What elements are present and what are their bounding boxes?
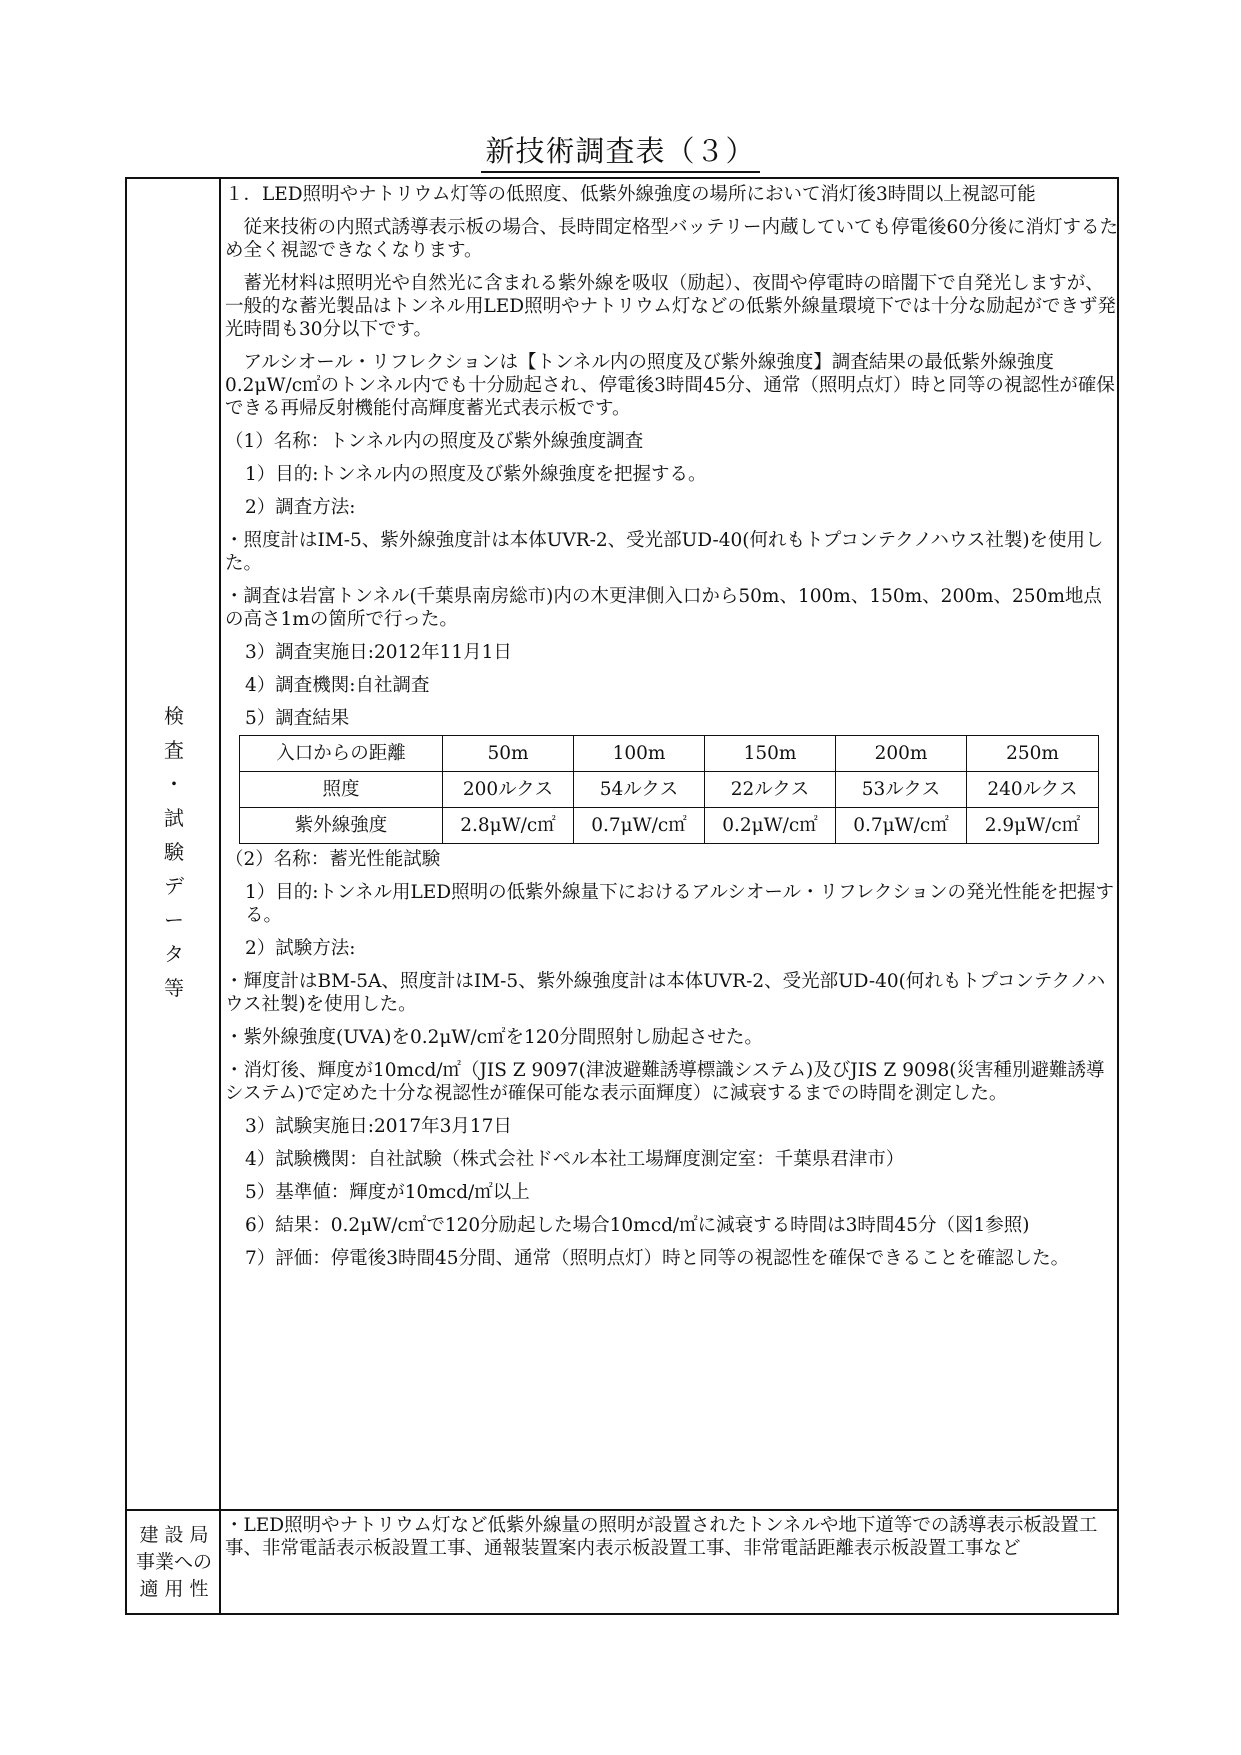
table-cell: 250m — [967, 736, 1099, 772]
table-cell: 200ルクス — [443, 772, 574, 808]
table-row — [240, 808, 1099, 844]
section-2-date: 3）試験実施日:2017年3月17日 — [245, 1116, 512, 1137]
heading-1: １．LED照明やナトリウム灯等の低照度、低紫外線強度の場所において消灯後3時間以上視認可能 — [225, 184, 1036, 205]
survey-table-frame — [125, 177, 1119, 1615]
section-2-method-item: ・輝度計はBM-5A、照度計はIM-5、紫外線強度計は本体UVR-2、受光部UD-40(何れもトプコンテクノハウス社製)を使用した。 — [225, 971, 1106, 1015]
table-cell: 0.7μW/c㎡ — [836, 808, 967, 844]
section-1-purpose: 1）目的:トンネル内の照度及び紫外線強度を把握する。 — [245, 464, 707, 485]
table-cell: 2.8μW/c㎡ — [443, 808, 574, 844]
section-1-title: （1）名称：トンネル内の照度及び紫外線強度調査 — [225, 431, 644, 452]
section-1-method-title: 2）調査方法: — [245, 497, 356, 518]
table-cell: 53ルクス — [836, 772, 967, 808]
table-cell: 22ルクス — [705, 772, 836, 808]
section-1-method-item: ・照度計はIM-5、紫外線強度計は本体UVR-2、受光部UD-40(何れもトプコンテクノハウス社製)を使用した。 — [225, 530, 1104, 574]
table-cell: 50m — [443, 736, 574, 772]
table-cell: 0.2μW/c㎡ — [705, 808, 836, 844]
section-1-method-item: ・調査は岩富トンネル(千葉県南房総市)内の木更津側入口から50m、100m、150m、200m、250m地点の高さ1mの箇所で行った。 — [225, 586, 1102, 630]
section-1-date: 3）調査実施日:2012年11月1日 — [245, 642, 512, 663]
label-applicability: 建 設 局 事業への 適 用 性 — [135, 1524, 212, 1600]
table-cell: 240ルクス — [967, 772, 1099, 808]
table-cell: 0.7μW/c㎡ — [574, 808, 705, 844]
section-2-result: 6）結果：0.2μW/c㎡で120分励起した場合10mcd/㎡に減衰する時間は3時間45分（図1参照) — [245, 1215, 1030, 1236]
table-cell: 150m — [705, 736, 836, 772]
table-cell: 100m — [574, 736, 705, 772]
survey-results-table — [239, 735, 1099, 844]
table-cell: 照度 — [240, 772, 443, 808]
table-cell: 2.9μW/c㎡ — [967, 808, 1099, 844]
table-cell: 入口からの距離 — [240, 736, 443, 772]
test-data-content — [223, 179, 1119, 1507]
section-2-title: （2）名称：蓄光性能試験 — [225, 849, 441, 870]
page-title: 新技術調査表（３） — [0, 133, 1241, 173]
section-1-org: 4）調査機関:自社調査 — [245, 675, 430, 696]
paragraph: 蓄光材料は照明光や自然光に含まれる紫外線を吸収（励起）、夜間や停電時の暗闇下で自発光しますが、一般的な蓄光製品はトンネル用LED照明やナトリウム灯などの低紫外線量環境下では十分な励起ができず発光時間も30分以下です。 — [225, 273, 1116, 340]
section-1-result-title: 5）調査結果 — [245, 708, 350, 729]
table-cell: 54ルクス — [574, 772, 705, 808]
table-cell: 200m — [836, 736, 967, 772]
section-2-method-title: 2）試験方法: — [245, 938, 356, 959]
table-row — [240, 736, 1099, 772]
table-cell: 紫外線強度 — [240, 808, 443, 844]
applicability-text: ・LED照明やナトリウム灯など低紫外線量の照明が設置されたトンネルや地下道等での誘導表示板設置工事、非常電話表示板設置工事、通報装置案内表示板設置工事、非常電話距離表示板設置工事など — [225, 1515, 1098, 1559]
section-2-method-item: ・消灯後、輝度が10mcd/㎡（JIS Z 9097(津波避難誘導標識システム)及びJIS Z 9098(災害種別避難誘導システム)で定めた十分な視認性が確保可能な表示面輝度）に減衰するまでの時間を測定した。 — [225, 1060, 1105, 1104]
section-2-org: 4）試験機関：自社試験（株式会社ドペル本社工場輝度測定室：千葉県君津市） — [245, 1149, 905, 1170]
label-inspection-test-data: 検 査 ・ 試 験 デ ー タ 等 — [164, 704, 184, 1000]
section-2-purpose: 1）目的:トンネル用LED照明の低紫外線量下におけるアルシオール・リフレクションの発光性能を把握する。 — [245, 882, 1115, 926]
section-2-method-item: ・紫外線強度(UVA)を0.2μW/c㎡を120分間照射し励起させた。 — [225, 1027, 763, 1048]
paragraph: アルシオール・リフレクションは【トンネル内の照度及び紫外線強度】調査結果の最低紫外線強度0.2μW/c㎡のトンネル内でも十分励起され、停電後3時間45分、通常（照明点灯）時と同等の視認性が確保できる再帰反射機能付高輝度蓄光式表示板です。 — [225, 352, 1115, 419]
paragraph: 従来技術の内照式誘導表示板の場合、長時間定格型バッテリー内蔵していても停電後60分後に消灯するため全く視認できなくなります。 — [225, 217, 1119, 261]
section-2-standard: 5）基準値：輝度が10mcd/㎡以上 — [245, 1182, 530, 1203]
section-2-evaluation: 7）評価：停電後3時間45分間、通常（照明点灯）時と同等の視認性を確保できることを確認した。 — [245, 1248, 1070, 1269]
table-row — [240, 772, 1099, 808]
